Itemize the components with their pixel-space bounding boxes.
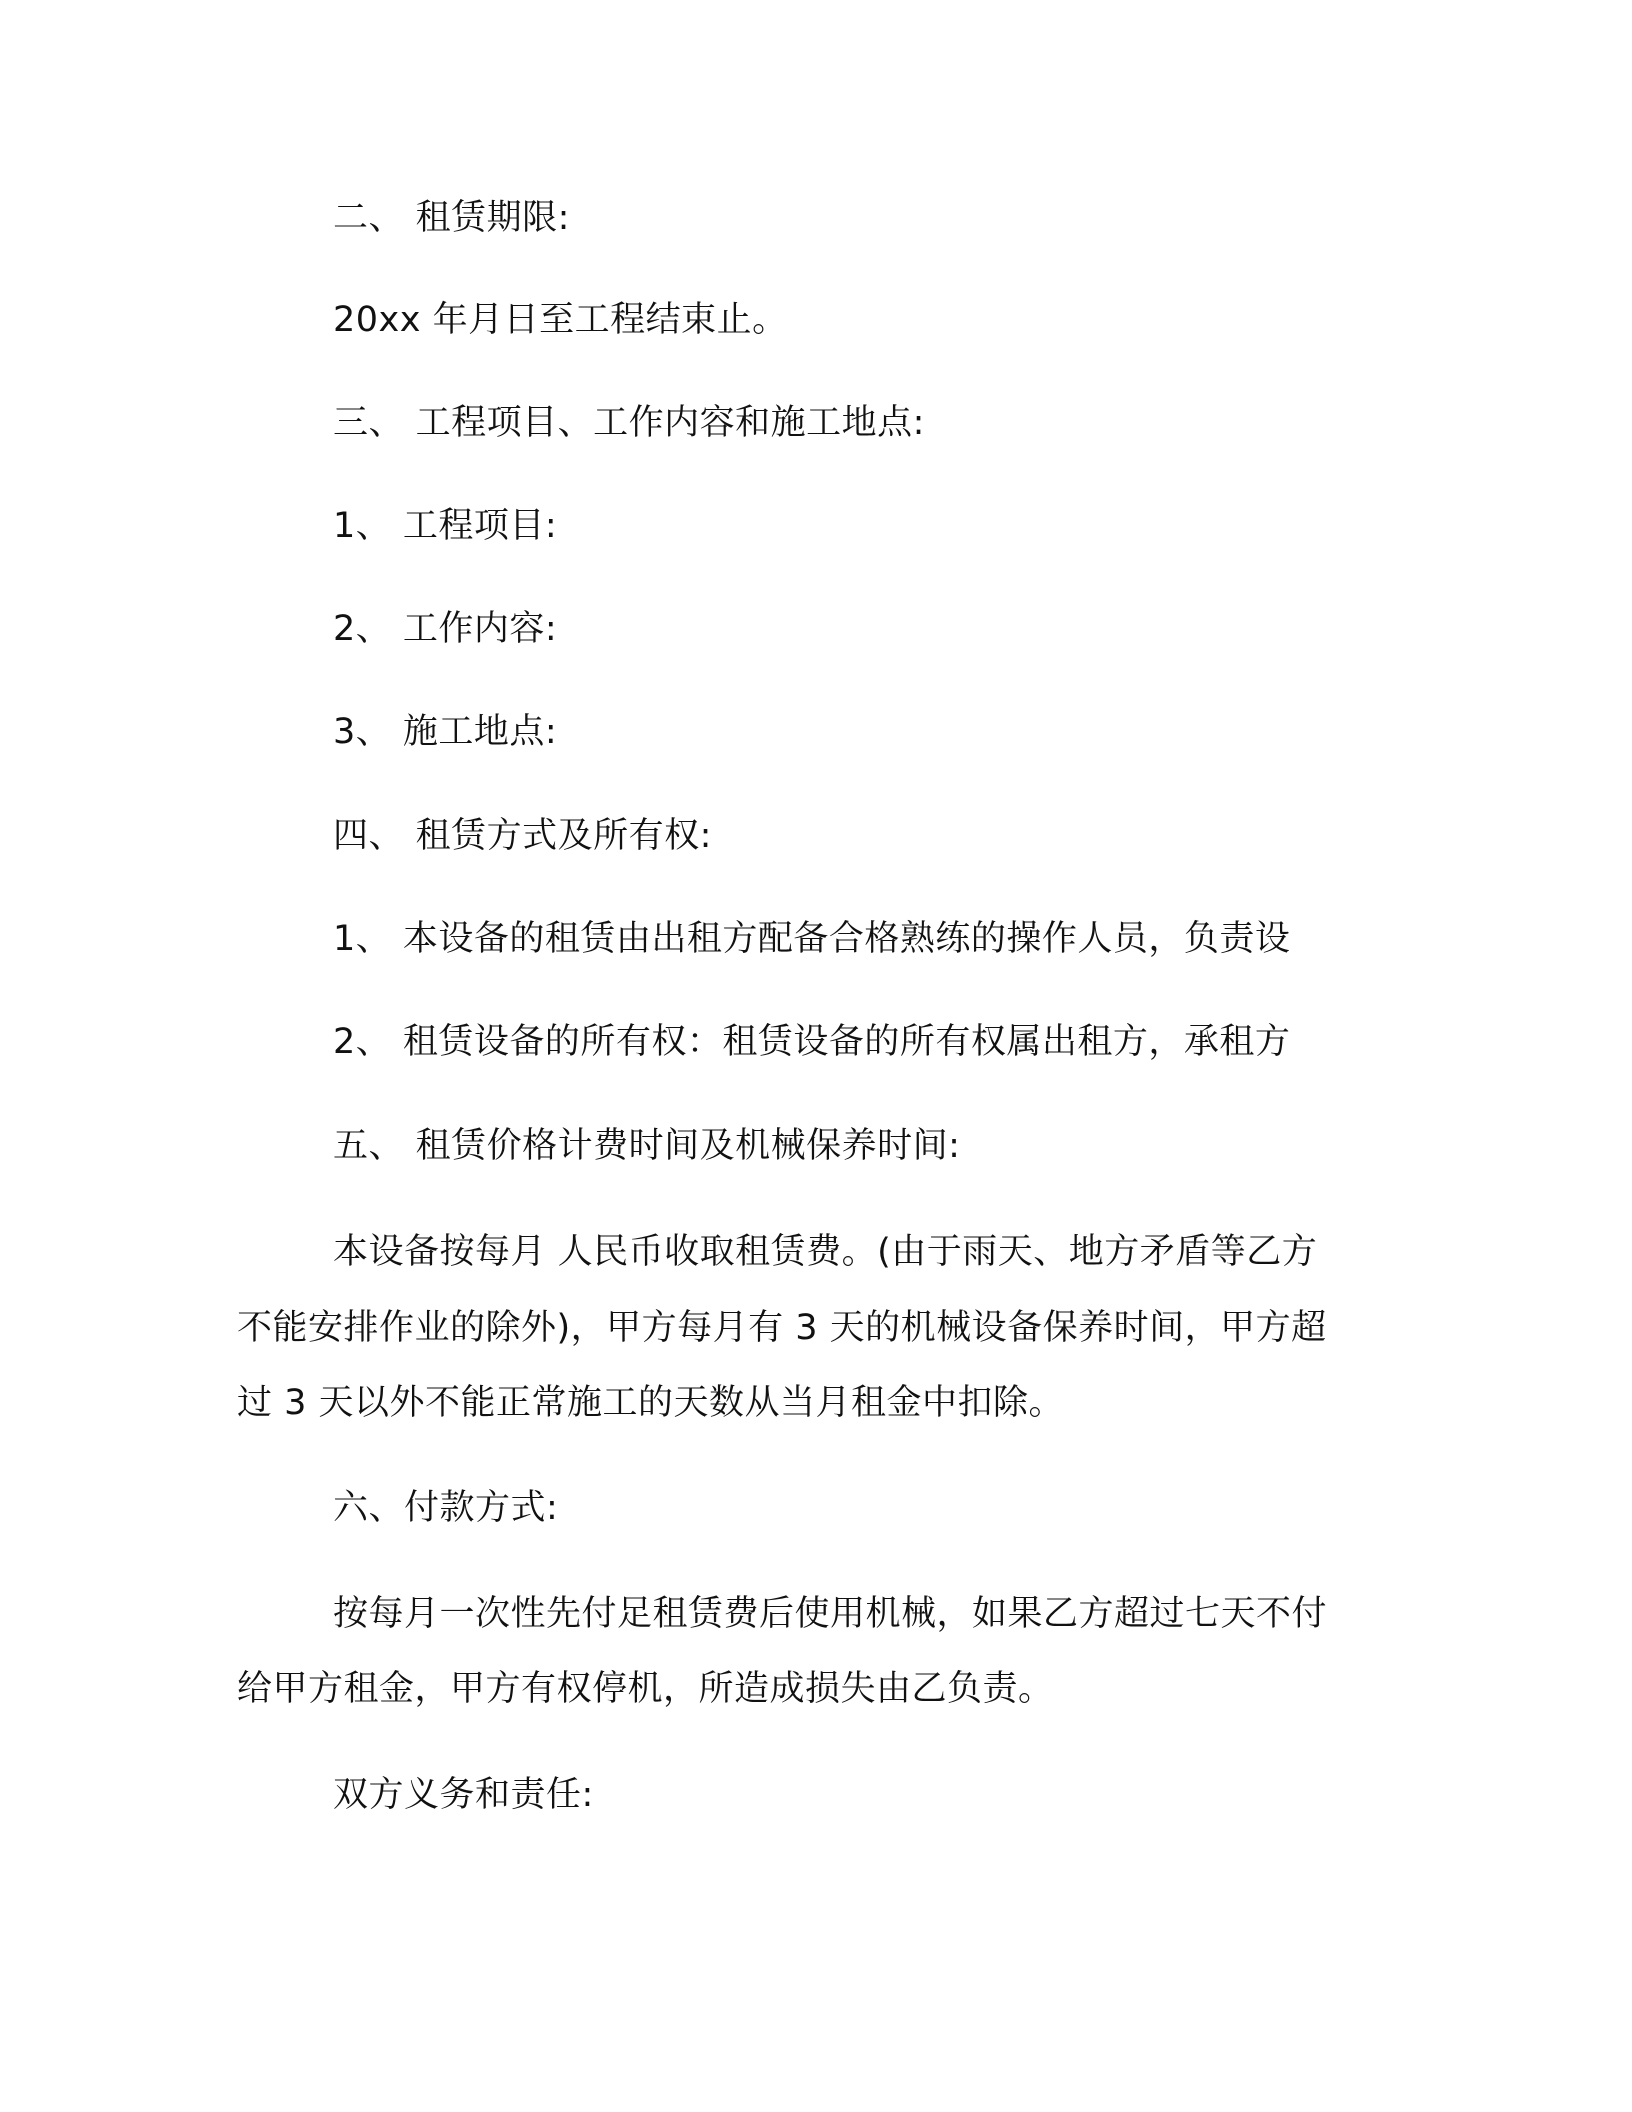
section-heading-project: 三、 工程项目、工作内容和施工地点: [333, 403, 925, 443]
paragraph-payment-line-1: 按每月一次性先付足租赁费后使用机械，如果乙方超过七天不付 [333, 1594, 1328, 1634]
paragraph-payment-line-2: 给甲方租金，甲方有权停机，所造成损失由乙负责。 [237, 1669, 1054, 1709]
section-heading-lease-method: 四、 租赁方式及所有权: [333, 816, 712, 856]
paragraph-lease-period: 20xx 年月日至工程结束止。 [333, 300, 788, 340]
paragraph-pricing-line-3: 过 3 天以外不能正常施工的天数从当月租金中扣除。 [237, 1383, 1065, 1423]
list-item-project: 1、 工程项目: [333, 506, 558, 546]
list-item-work-content: 2、 工作内容: [333, 609, 558, 649]
section-heading-obligations: 双方义务和责任: [333, 1775, 594, 1815]
paragraph-pricing-line-1: 本设备按每月 人民币收取租赁费。(由于雨天、地方矛盾等乙方 [333, 1232, 1318, 1272]
section-heading-lease-term: 二、 租赁期限: [333, 198, 570, 238]
section-heading-pricing: 五、 租赁价格计费时间及机械保养时间: [333, 1126, 961, 1166]
paragraph-pricing-line-2: 不能安排作业的除外)，甲方每月有 3 天的机械设备保养时间，甲方超 [237, 1308, 1327, 1348]
section-heading-payment: 六、付款方式: [333, 1488, 559, 1528]
list-item-site: 3、 施工地点: [333, 712, 558, 752]
list-item-ownership: 2、 租赁设备的所有权：租赁设备的所有权属出租方，承租方 [333, 1022, 1291, 1062]
list-item-operator: 1、 本设备的租赁由出租方配备合格熟练的操作人员，负责设 [333, 919, 1291, 959]
